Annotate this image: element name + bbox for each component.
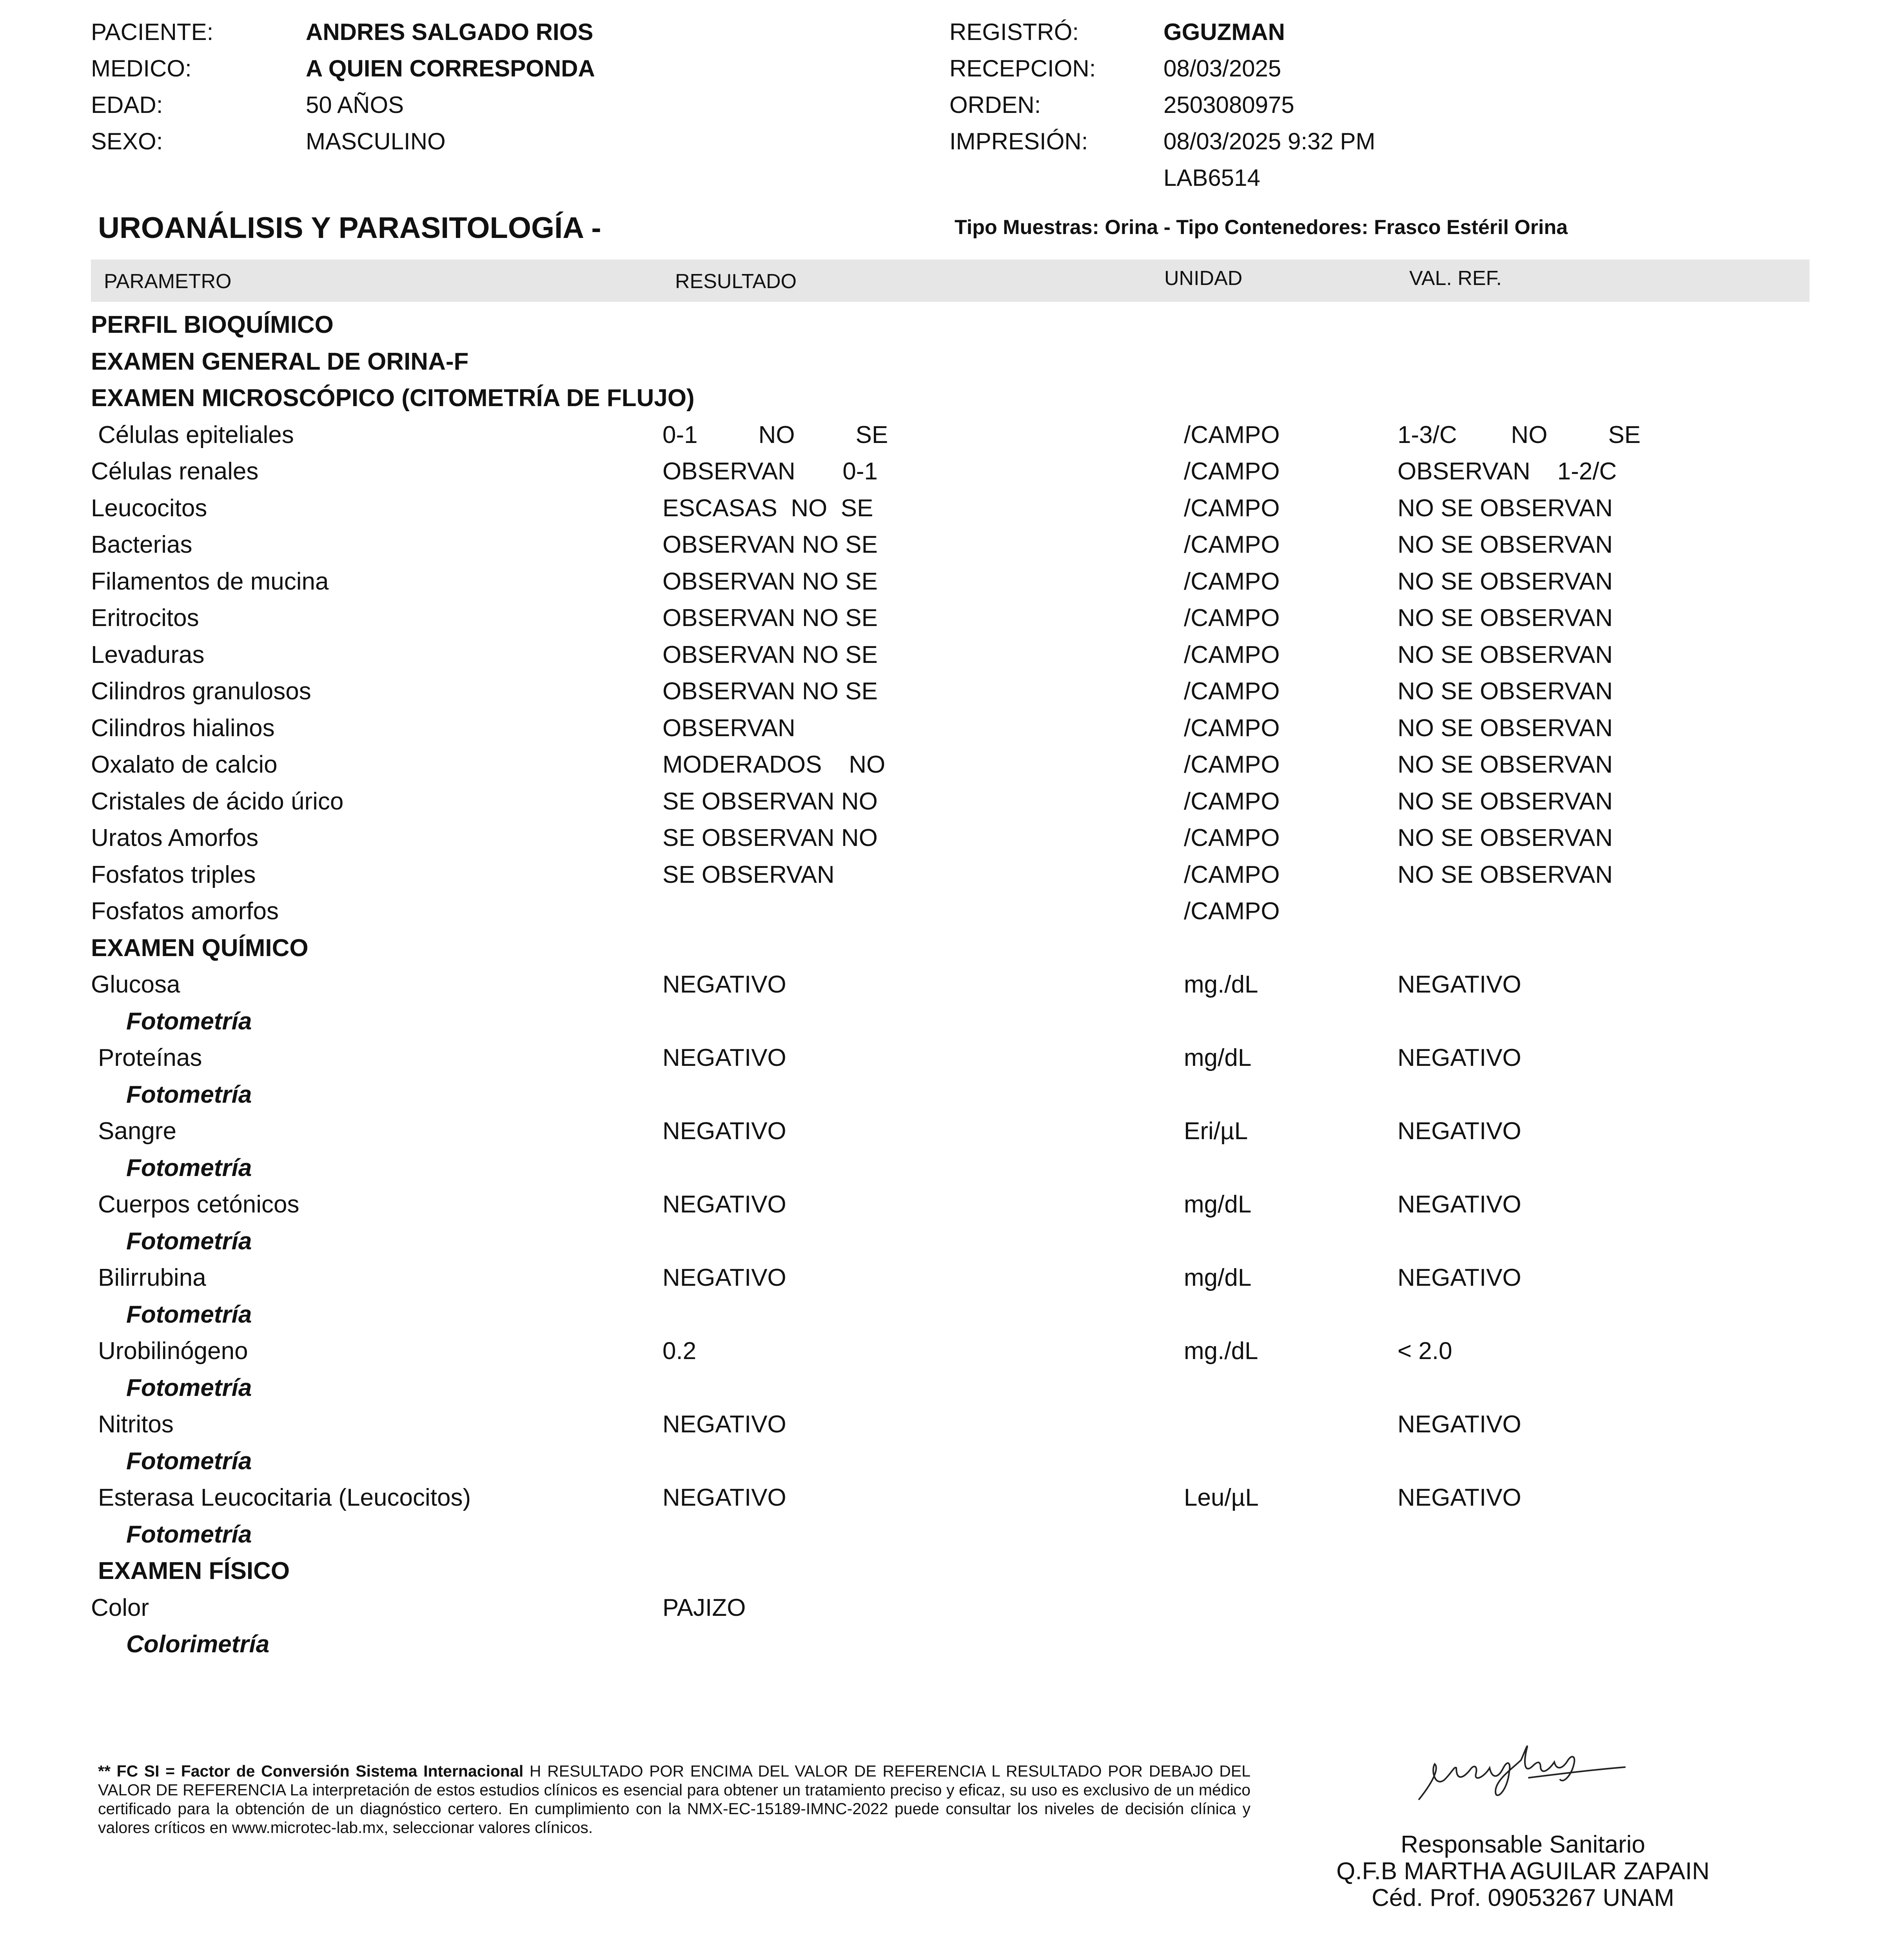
unit-value: /CAMPO xyxy=(1184,531,1280,558)
result-value: OBSERVAN NO SE xyxy=(662,531,878,558)
result-value: NEGATIVO xyxy=(662,1118,786,1145)
reference-value: NO SE OBSERVAN xyxy=(1398,751,1613,778)
unit-value: /CAMPO xyxy=(1184,494,1280,522)
signature-name: Q.F.B MARTHA AGUILAR ZAPAIN xyxy=(1336,1858,1710,1885)
reference-value: NEGATIVO xyxy=(1398,1411,1521,1438)
signature-role: Responsable Sanitario xyxy=(1401,1831,1645,1858)
reference-value: NEGATIVO xyxy=(1398,1118,1521,1145)
method-label: Fotometría xyxy=(126,1081,252,1108)
result-value: NEGATIVO xyxy=(662,1411,786,1438)
order-number: 2503080975 xyxy=(1163,92,1294,118)
result-value: OBSERVAN NO SE xyxy=(662,604,878,632)
reference-value: NO SE OBSERVAN xyxy=(1398,861,1613,888)
result-value: OBSERVAN NO SE xyxy=(662,568,878,595)
reference-value: OBSERVAN 1-2/C xyxy=(1398,458,1617,485)
reference-value: < 2.0 xyxy=(1398,1338,1452,1365)
result-value: OBSERVAN NO SE xyxy=(662,641,878,668)
unit-value: /CAMPO xyxy=(1184,458,1280,485)
reception-label: RECEPCION: xyxy=(949,55,1096,82)
method-row xyxy=(0,1156,1893,1192)
column-header-result: RESULTADO xyxy=(675,270,797,293)
result-value: 0-1 NO SE xyxy=(662,421,888,448)
reference-value: NO SE OBSERVAN xyxy=(1398,714,1613,742)
result-value: ESCASAS NO SE xyxy=(662,494,873,522)
reference-value: NO SE OBSERVAN xyxy=(1398,788,1613,815)
method-label: Fotometría xyxy=(126,1521,252,1548)
section-header-row xyxy=(0,1559,1893,1595)
column-header-bar xyxy=(91,260,1810,302)
result-row xyxy=(0,1046,1893,1082)
study-title: UROANÁLISIS Y PARASITOLOGÍA - xyxy=(98,211,601,245)
patient-name: ANDRES SALGADO RIOS xyxy=(306,19,593,45)
result-value: MODERADOS NO xyxy=(662,751,886,778)
result-row xyxy=(0,973,1893,1009)
result-value: 0.2 xyxy=(662,1338,697,1365)
section-header-row xyxy=(0,936,1893,973)
signature-license: Céd. Prof. 09053267 UNAM xyxy=(1372,1884,1674,1911)
reference-value: NEGATIVO xyxy=(1398,1264,1521,1291)
registered-by-label: REGISTRÓ: xyxy=(949,19,1079,45)
reference-value: NO SE OBSERVAN xyxy=(1398,604,1613,632)
method-label: Fotometría xyxy=(126,1374,252,1401)
unit-value: Eri/µL xyxy=(1184,1118,1248,1145)
result-value: OBSERVAN xyxy=(662,714,795,742)
reference-value: NO SE OBSERVAN xyxy=(1398,568,1613,595)
sample-info: Tipo Muestras: Orina - Tipo Contenedores: Frasco Estéril Orina xyxy=(955,216,1568,239)
result-row xyxy=(0,643,1893,679)
method-label: Fotometría xyxy=(126,1154,252,1181)
unit-value: /CAMPO xyxy=(1184,604,1280,632)
result-row xyxy=(0,1339,1893,1376)
result-row xyxy=(0,459,1893,496)
result-value: NEGATIVO xyxy=(662,1264,786,1291)
method-row xyxy=(0,1523,1893,1559)
parameter-name: Cristales de ácido úrico xyxy=(91,788,344,815)
result-row xyxy=(0,423,1893,459)
parameter-name: Fosfatos triples xyxy=(91,861,256,888)
section-title: EXAMEN QUÍMICO xyxy=(91,934,309,962)
unit-value: /CAMPO xyxy=(1184,751,1280,778)
unit-value: /CAMPO xyxy=(1184,421,1280,448)
method-label: Colorimetría xyxy=(126,1631,270,1658)
lab-code: LAB6514 xyxy=(1163,165,1260,191)
method-row xyxy=(0,1303,1893,1339)
unit-value: /CAMPO xyxy=(1184,861,1280,888)
footnote-text: H RESULTADO POR ENCIMA DEL VALOR DE REFERENCIA L RESULTADO POR DEBAJO DEL VALOR DE REFERENCIA La interpretación de estos estudios clínicos es esencial para obtener un tratamiento preciso y eficaz, su uso es exclusivo de un médico certificado para la obtención de un diagnóstico certero. En cumplimiento con la NMX-EC-15189-IMNC-2022 puede consultar los niveles de decisión clínica y valores críticos en www.microtec-lab.mx, seleccionar valores clínicos. xyxy=(98,1762,1251,1837)
section-header-row xyxy=(0,350,1893,386)
sex-label: SEXO: xyxy=(91,128,163,154)
registered-by-value: GGUZMAN xyxy=(1163,19,1285,45)
print-label: IMPRESIÓN: xyxy=(949,128,1088,154)
section-title: PERFIL BIOQUÍMICO xyxy=(91,311,334,338)
method-row xyxy=(0,1083,1893,1119)
parameter-name: Glucosa xyxy=(91,971,180,998)
result-row xyxy=(0,533,1893,569)
result-row xyxy=(0,570,1893,606)
result-row xyxy=(0,1266,1893,1302)
method-row xyxy=(0,1229,1893,1266)
result-value: OBSERVAN 0-1 xyxy=(662,458,878,485)
parameter-name: Uratos Amorfos xyxy=(91,824,259,851)
age-value: 50 AÑOS xyxy=(306,92,404,118)
parameter-name: Cilindros granulosos xyxy=(91,678,311,705)
result-value: NEGATIVO xyxy=(662,1044,786,1071)
parameter-name: Leucocitos xyxy=(91,494,207,522)
unit-value: /CAMPO xyxy=(1184,714,1280,742)
parameter-name: Filamentos de mucina xyxy=(91,568,329,595)
reference-value: NO SE OBSERVAN xyxy=(1398,531,1613,558)
method-row xyxy=(0,1449,1893,1486)
result-value: SE OBSERVAN NO xyxy=(662,824,878,851)
method-label: Fotometría xyxy=(126,1007,252,1035)
order-label: ORDEN: xyxy=(949,92,1041,118)
parameter-name: Sangre xyxy=(98,1118,176,1145)
result-row xyxy=(0,1192,1893,1229)
method-row xyxy=(0,1632,1893,1669)
reference-value: NO SE OBSERVAN xyxy=(1398,678,1613,705)
parameter-name: Bilirrubina xyxy=(98,1264,206,1291)
doctor-name: A QUIEN CORRESPONDA xyxy=(306,55,595,82)
result-row xyxy=(0,1596,1893,1632)
method-label: Fotometría xyxy=(126,1447,252,1475)
result-value: SE OBSERVAN xyxy=(662,861,835,888)
section-title: EXAMEN MICROSCÓPICO (CITOMETRÍA DE FLUJO) xyxy=(91,385,695,412)
parameter-name: Levaduras xyxy=(91,641,205,668)
column-header-ref: VAL. REF. xyxy=(1409,267,1502,290)
parameter-name: Proteínas xyxy=(98,1044,202,1071)
method-row xyxy=(0,1376,1893,1412)
parameter-name: Cilindros hialinos xyxy=(91,714,275,742)
unit-value: /CAMPO xyxy=(1184,824,1280,851)
unit-value: /CAMPO xyxy=(1184,788,1280,815)
print-datetime: 08/03/2025 9:32 PM xyxy=(1163,128,1376,154)
doctor-label: MEDICO: xyxy=(91,55,192,82)
result-row xyxy=(0,606,1893,642)
parameter-name: Esterasa Leucocitaria (Leucocitos) xyxy=(98,1484,471,1511)
column-header-unit: UNIDAD xyxy=(1164,267,1243,290)
signature-image xyxy=(1411,1733,1631,1811)
unit-value: /CAMPO xyxy=(1184,568,1280,595)
result-row xyxy=(0,789,1893,826)
result-row xyxy=(0,899,1893,936)
result-row xyxy=(0,1412,1893,1449)
parameter-name: Cuerpos cetónicos xyxy=(98,1191,299,1218)
footnote xyxy=(98,1762,1251,1837)
result-row xyxy=(0,496,1893,533)
sex-value: MASCULINO xyxy=(306,128,446,154)
parameter-name: Nitritos xyxy=(98,1411,174,1438)
result-value: OBSERVAN NO SE xyxy=(662,678,878,705)
unit-value: Leu/µL xyxy=(1184,1484,1259,1511)
reference-value: NEGATIVO xyxy=(1398,1044,1521,1071)
parameter-name: Color xyxy=(91,1594,149,1621)
parameter-name: Bacterias xyxy=(91,531,192,558)
unit-value: mg./dL xyxy=(1184,1338,1258,1365)
result-value: NEGATIVO xyxy=(662,971,786,998)
result-value: PAJIZO xyxy=(662,1594,746,1621)
parameter-name: Células renales xyxy=(91,458,259,485)
result-value: NEGATIVO xyxy=(662,1191,786,1218)
reference-value: NEGATIVO xyxy=(1398,1484,1521,1511)
result-value: SE OBSERVAN NO xyxy=(662,788,878,815)
unit-value: mg./dL xyxy=(1184,971,1258,998)
parameter-name: Fosfatos amorfos xyxy=(91,898,279,925)
unit-value: mg/dL xyxy=(1184,1264,1252,1291)
reference-value: NO SE OBSERVAN xyxy=(1398,494,1613,522)
result-row xyxy=(0,1119,1893,1156)
result-row xyxy=(0,753,1893,789)
unit-value: /CAMPO xyxy=(1184,678,1280,705)
reference-value: 1-3/C NO SE xyxy=(1398,421,1641,448)
parameter-name: Células epiteliales xyxy=(98,421,294,448)
reference-value: NEGATIVO xyxy=(1398,1191,1521,1218)
reception-date: 08/03/2025 xyxy=(1163,55,1281,82)
reference-value: NEGATIVO xyxy=(1398,971,1521,998)
parameter-name: Urobilinógeno xyxy=(98,1338,248,1365)
footnote-bold: ** FC SI = Factor de Conversión Sistema Internacional xyxy=(98,1762,524,1780)
method-row xyxy=(0,1009,1893,1046)
unit-value: mg/dL xyxy=(1184,1191,1252,1218)
result-row xyxy=(0,1486,1893,1522)
section-title: EXAMEN GENERAL DE ORINA-F xyxy=(91,348,469,375)
method-label: Fotometría xyxy=(126,1227,252,1255)
result-row xyxy=(0,863,1893,899)
unit-value: /CAMPO xyxy=(1184,898,1280,925)
result-row xyxy=(0,716,1893,753)
unit-value: mg/dL xyxy=(1184,1044,1252,1071)
method-label: Fotometría xyxy=(126,1301,252,1328)
section-header-row xyxy=(0,386,1893,423)
parameter-name: Eritrocitos xyxy=(91,604,199,632)
result-row xyxy=(0,826,1893,862)
patient-label: PACIENTE: xyxy=(91,19,214,45)
unit-value: /CAMPO xyxy=(1184,641,1280,668)
result-value: NEGATIVO xyxy=(662,1484,786,1511)
reference-value: NO SE OBSERVAN xyxy=(1398,641,1613,668)
section-title: EXAMEN FÍSICO xyxy=(98,1557,290,1584)
parameter-name: Oxalato de calcio xyxy=(91,751,278,778)
age-label: EDAD: xyxy=(91,92,163,118)
reference-value: NO SE OBSERVAN xyxy=(1398,824,1613,851)
column-header-param: PARAMETRO xyxy=(104,270,232,293)
section-header-row xyxy=(0,313,1893,349)
result-row xyxy=(0,679,1893,716)
